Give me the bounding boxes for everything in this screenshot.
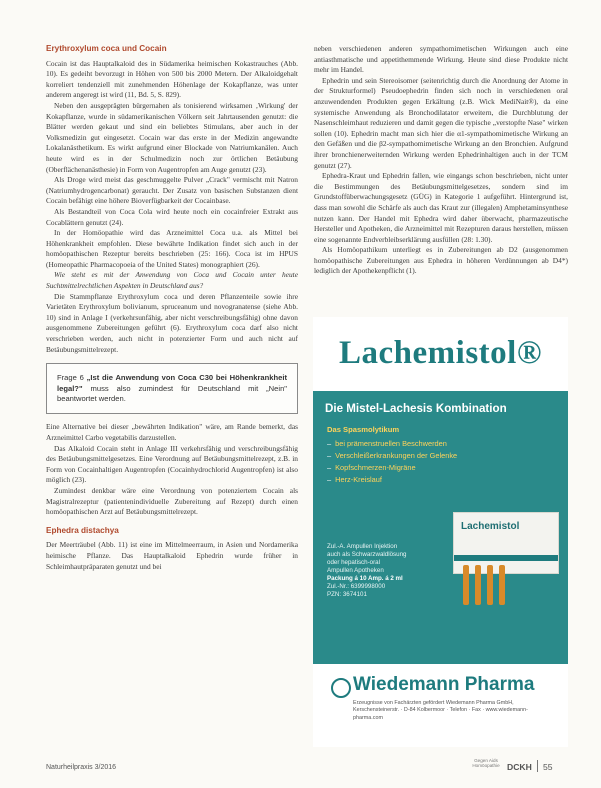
- ampoule-icon: [475, 565, 481, 605]
- question-box-question: „Ist die Anwendung von Coca C30 bei Höhenkrankheit legal?": [57, 373, 288, 393]
- paragraph: Ephedra-Kraut und Ephedrin fallen, wie eingangs schon beschrieben, nicht unter die Bestimmungen des Betäubungsmittelgesetzes, sondern sind im Grundstoffüberwachungsgesetz (GÜG) in Kategorie 1 aufgeführt. Hintergrund ist, dass man sowohl die Schärfe als auch das Kraut zur (illegalen) Amphetaminsynthese nutzen kann. Der Handel mit Ephedra wird daher überwacht, pharmazeutische Hersteller und Apotheken, die Arzneimittel mit Rezepturen daraus herstellen, müssen eine sogenannte Endverbleibserklärung ausfüllen (28: 1.30).: [314, 171, 568, 244]
- brand-logo-icon: [331, 678, 351, 698]
- info-line: auch als Schwarzwaldlösung: [327, 551, 407, 558]
- paragraph: In der Homöopathie wird das Arzneimittel Coca u.a. als Mittel bei Höhenkrankheit empfohlen. Diese bewährte Indikation findet sich auch in der homöopathischen Rezeptur bereits beschrieben (25: 166). Coca ist im HPUS (Homeopathic Pharmacopoeia of the United States) monographiert (26).: [46, 228, 298, 269]
- list-item: [327, 462, 568, 474]
- ad-title: Die Mistel-Lachesis Kombination: [325, 402, 507, 415]
- right-column: [314, 44, 568, 277]
- ad-footer: [313, 664, 568, 747]
- info-line: PZN: 3674101: [327, 591, 367, 598]
- ad-address: Erzeugnisse von Fachärzten gefördert Wiedemann Pharma GmbH, Kerschensteinerstr. · D-84 Kolbermoor · Telefon · Fax · www.wiedemann-pharma.com: [353, 700, 528, 721]
- paragraph: Zumindest denkbar wäre eine Verordnung von potenziertem Cocain als Magistralrezeptur (patientenindividuelle Zubereitung auf Rezept) durch einen homöopathischen Arzt auf Betäubungsmittelrezept.: [46, 486, 298, 517]
- package-label: Lachemistol: [461, 521, 520, 532]
- section-heading-erythroxylum: Erythroxylum coca und Cocain: [46, 44, 167, 53]
- dash-icon: –: [327, 475, 332, 484]
- footer-brand: DCKH: [507, 762, 532, 772]
- footer-logo: [472, 758, 500, 776]
- list-item: [327, 474, 568, 486]
- paragraph: Cocain ist das Hauptalkaloid des in Südamerika heimischen Kokastrauches (Abb. 10). Es gedeiht bevorzugt in Höhen von 500 bis 2000 Metern. Der Alkaloidgehalt korreliert tendenziell mit zunehmenden Höhenlage der Kokapflanze, was unter anderem angeregt ist wird (11, Bd. 5, S. 829).: [46, 58, 298, 100]
- list-item-label: Herz-Kreislauf: [335, 475, 382, 484]
- advertisement: [313, 317, 568, 747]
- dash-icon: –: [327, 463, 332, 472]
- list-item: [327, 438, 568, 450]
- ad-product-info: [327, 543, 443, 599]
- ampoule-icon: [463, 565, 469, 605]
- page-number: 55: [543, 762, 553, 772]
- list-item-label: Verschleißerkrankungen der Gelenke: [335, 451, 458, 460]
- info-line: oder hepatisch-oral: [327, 559, 380, 566]
- question-box: [46, 363, 298, 414]
- product-package-image: [453, 512, 559, 574]
- ad-logo: Lachemistol®: [339, 335, 542, 371]
- info-line: Packung á 10 Amp. á 2 ml: [327, 575, 403, 582]
- section-heading-ephedra: Ephedra distachya: [46, 525, 119, 535]
- info-line: Zul.-Nr.: 6399998000: [327, 583, 386, 590]
- package-stripe: [454, 555, 558, 561]
- info-line: Ampullen Apotheken: [327, 567, 384, 574]
- ad-brand: Wiedemann Pharma: [353, 674, 535, 695]
- ad-header: [313, 317, 568, 391]
- paragraph: Die Stammpflanze Erythroxylum coca und deren Pflanzenteile sowie ihre Varietäten Erythroxylum bolivianum, spruceanum und novogranatense (siehe Abb. 10) sind in Anlage I (verkehrsunfähig, aber nicht verschreibungsfähig) ohne davon ausgenommene Zubereitungen geführt (6). Erythroxylum coca darf also nicht verschrieben werden, auch nicht in potenzierter Form und auch nicht auf Betäubungsmittelrezept.: [46, 291, 298, 354]
- question-box-prefix: Frage 6: [57, 373, 84, 383]
- ad-indication-list: [313, 438, 568, 486]
- footer-issue: Naturheilpraxis 3/2016: [46, 764, 117, 771]
- paragraph: Als Droge wird meist das geschmuggelte Pulver „Crack" vermischt mit Natron (Natriumhydrogencarbonat) geraucht. Der Zusatz von basischen Substanzen dient Cocain befähigt eine höhere Bioverfügbarkeit der Cocainbase.: [46, 175, 298, 206]
- paragraph: Ephedrin und sein Stereoisomer (seitenrichtig durch die Anordnung der Atome in der Strukturformel) Pseudoephedrin finden sich noch in verschiedenen oral anzuwendenden Produkten gegen Erkältung (z.B. Wick MediNait®), da eine systemische Anwendung als Bronchodilatator erweitern, die Durchblutung der Nasenschleimhaut reduzieren und damit gegen die typische „verstopfte Nase" wirken sollen (10). Ephedrin macht man sich hier die α1-sympathomimetische Wirkung an den Gefäßen und die β2-sympathomimetische Wirkung an den Bronchien. Aufgrund ihrer bronchienerweiternden Wirkung werden Ephedrinhaltigen auch in der TCM genutzt (27).: [314, 75, 568, 170]
- info-line: Zul.-A. Ampullen Injektion: [327, 543, 398, 550]
- ad-subtitle: Das Spasmolytikum: [327, 425, 400, 434]
- list-item: [327, 450, 568, 462]
- paragraph: Eine Alternative bei dieser „bewährten Indikation" wäre, am Rande bemerkt, das Arzneimittel Carbo vegetabilis darzustellen.: [46, 422, 298, 443]
- paragraph: neben verschiedenen anderen sympathomimetischen Wirkungen auch eine antiasthmatische und appetithemmende Wirkung. Heute sind diese Produkte nicht mehr im Handel.: [314, 44, 568, 75]
- question-box-answer: muss also zumindest für Deutschland mit „Nein" beantwortet werden.: [57, 383, 287, 404]
- footer-divider: [537, 760, 538, 772]
- paragraph: Der Meerträubel (Abb. 11) ist eine im Mittelmeerraum, in Asien und Nordamerika heimische Pflanze. Das Hauptalkaloid Ephedrin wurde früher in Schleimhautpräparaten genutzt und bei: [46, 540, 298, 571]
- dash-icon: –: [327, 439, 332, 448]
- footer-logo-text: Gegen Aids Homöopathie: [472, 758, 500, 768]
- dash-icon: –: [327, 451, 332, 460]
- ampoule-icon: [499, 565, 505, 605]
- ampoule-icon: [487, 565, 493, 605]
- paragraph: Das Alkaloid Cocain steht in Anlage III verkehrsfähig und verschreibungsfähig des Betäubungsmittelgesetzes. Eine Verordnung auf Betäubungsmittelrezept, z.B. in Form von Cocainhaltigen Augentropfen (Cocainhydrochlorid Augentropfen) ist also möglich (23).: [46, 443, 298, 485]
- list-item-label: Kopfschmerzen-Migräne: [335, 463, 416, 472]
- list-item-label: bei prämenstruellen Beschwerden: [335, 439, 447, 448]
- paragraph: Als Homöopathikum unterliegt es in Zubereitungen ab D2 (ausgenommen homöopathische Zubereitungen aus Ephedra in höheren Verdünnungen ab D4*) lediglich der Apothekenpflicht (1).: [314, 245, 568, 276]
- paragraph: Neben den ausgeprägten bürgernahen als tonisierend wirksamen ‚Wirkung' der Kokapflanze, wurde in südamerikanischen Völkern seit Jahrtausenden genutzt: die Blätter werden gekaut und sind ein beliebtes Stimulans, aber auch in der Volksmedizin gut eingesetzt. Cocain war das erste in der Medizin angewandte Lokalanästhetikum. Es wirkt aufgrund einer Blockade von Natriumkanälen. Auch heute wird es in der Schulmedizin noch zur örtlichen Betäubung (Oberflächenanästhesie) in Form von Augentropfen am Auge genutzt (23).: [46, 100, 298, 174]
- italic-question: Wie steht es mit der Anwendung von Coca und Cocain unter heute Suchtmittelrechtlichen Aspekten in Deutschland aus?: [46, 270, 298, 291]
- left-column: [46, 44, 298, 572]
- paragraph: Als Bestandteil von Coca Cola wird heute noch ein cocainfreier Extrakt aus Cocablättern genutzt (24).: [46, 206, 298, 227]
